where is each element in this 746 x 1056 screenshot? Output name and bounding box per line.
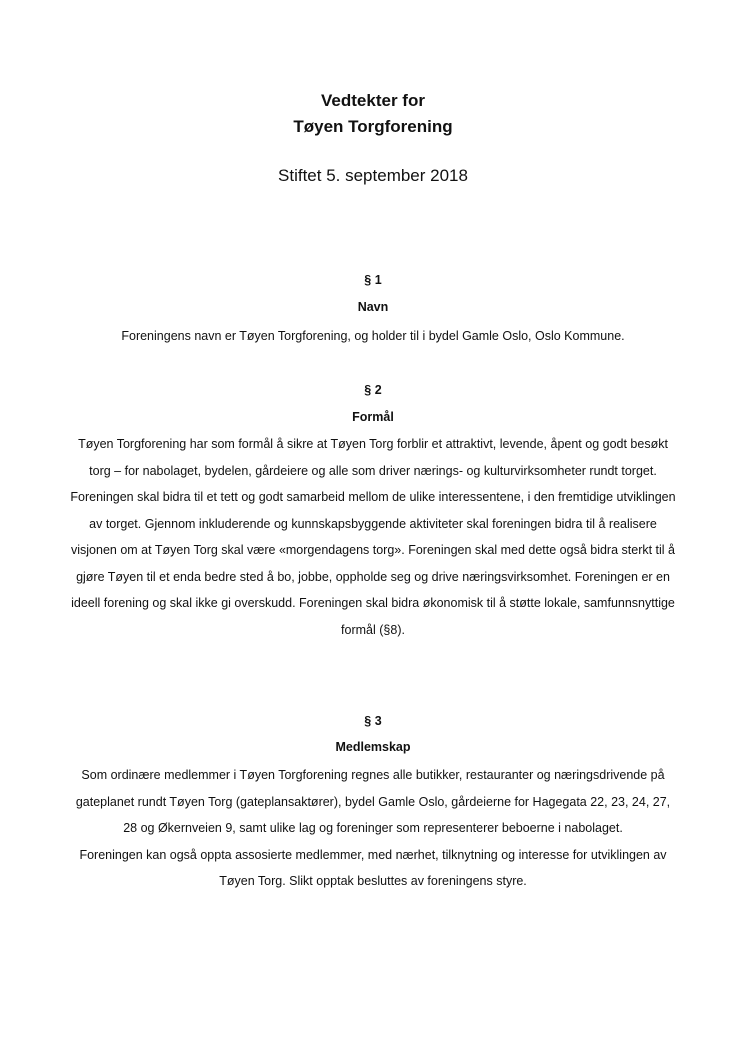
section-3-paragraph-2: Foreningen kan også oppta assosierte medlemmer, med nærhet, tilknytning og interesse for utviklingen av Tøyen Torg. Slikt opptak besluttes av foreningens styre.: [79, 847, 667, 888]
section-1-body: [70, 323, 676, 350]
section-3-body: [70, 762, 676, 895]
section-3-number: § 3: [364, 714, 382, 728]
document-title-line2: Tøyen Torgforening: [293, 117, 453, 136]
section-2-heading: Formål: [352, 410, 394, 424]
section-3-paragraph-1: Som ordinære medlemmer i Tøyen Torgforening regnes alle butikker, restauranter og næringsdrivende på gateplanet rundt Tøyen Torg (gateplansaktører), bydel Gamle Oslo, gårdeierne for Hagegata 22, 23, 24, 27, 28 og Økernveien 9, samt ulike lag og foreninger som representerer beboerne i nabolaget.: [75, 768, 671, 835]
section-2-body: [70, 431, 676, 643]
section-3-heading: Medlemskap: [335, 740, 411, 754]
section-2-paragraph: Tøyen Torgforening har som formål å sikre at Tøyen Torg forblir et attraktivt, levende, åpent og godt besøkt torg – for nabolaget, bydelen, gårdeiere og alle som driver nærings- og kulturvirksomheter rundt torget. Foreningen skal bidra til et tett og godt samarbeid mellom de ulike interessentene, i den fremtidige utviklingen av torget. Gjennom inkluderende og kunnskapsbyggende aktiviteter skal foreningen bidra til å realisere visjonen om at Tøyen Torg skal være «morgendagens torg». Foreningen skal med dette også bidra sterkt til å gjøre Tøyen til et enda bedre sted å bo, jobbe, oppholde seg og drive næringsvirksomhet. Foreningen er en ideell forening og skal ikke gi overskudd. Foreningen skal bidra økonomisk til å støtte lokale, samfunnsnyttige formål (§8).: [70, 437, 676, 637]
document-title-line1: Vedtekter for: [321, 91, 425, 110]
section-1-heading: Navn: [357, 300, 389, 314]
section-2-number: § 2: [364, 383, 382, 397]
section-1-paragraph: Foreningens navn er Tøyen Torgforening, og holder til i bydel Gamle Oslo, Oslo Kommune.: [121, 329, 625, 343]
section-1-number: § 1: [364, 273, 382, 287]
document-subtitle: Stiftet 5. september 2018: [278, 166, 468, 185]
